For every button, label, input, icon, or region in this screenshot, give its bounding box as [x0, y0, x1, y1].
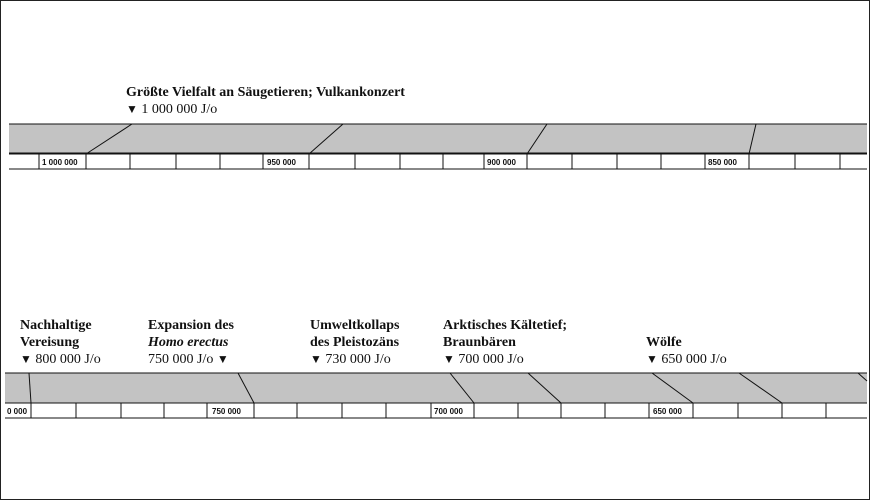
- event-title-line2: Homo erectus: [148, 335, 229, 350]
- event-title: Größte Vielfalt an Säugetieren; Vulkankonzert: [126, 85, 405, 100]
- tick-label: 1 000 000: [42, 158, 78, 167]
- triangle-down-icon: ▼: [310, 352, 322, 366]
- timeline-1: [9, 124, 867, 169]
- event-year: 730 000 J/o: [325, 352, 391, 367]
- event-year: 650 000 J/o: [661, 352, 727, 367]
- tick-label: 950 000: [267, 158, 296, 167]
- timeline-2: [5, 373, 867, 418]
- event-title-line1: Expansion des: [148, 318, 234, 333]
- event-title-line1: Arktisches Kältetief;: [443, 318, 568, 333]
- tick-label: 750 000: [212, 407, 241, 416]
- tick-label: 900 000: [487, 158, 516, 167]
- event-year: 750 000 J/o: [148, 352, 214, 367]
- triangle-down-icon: ▼: [216, 352, 229, 366]
- timeline-band: [9, 124, 867, 154]
- event-title-line1: Umweltkollaps: [310, 318, 400, 333]
- triangle-down-icon: ▼: [20, 352, 32, 366]
- event-title-line2: des Pleistozäns: [310, 335, 400, 350]
- timeline-band: [5, 373, 867, 403]
- tick-label: 700 000: [434, 407, 463, 416]
- event-title-line2: Vereisung: [20, 335, 80, 350]
- triangle-down-icon: ▼: [646, 352, 658, 366]
- tick-label: 850 000: [708, 158, 737, 167]
- event-title-line1: Nachhaltige: [20, 318, 92, 333]
- triangle-down-icon: ▼: [443, 352, 455, 366]
- event-year: 700 000 J/o: [458, 352, 524, 367]
- scale-strip: [9, 154, 867, 169]
- triangle-down-icon: ▼: [126, 102, 138, 116]
- tick-label: 0 000: [7, 407, 28, 416]
- event-title-line1: Wölfe: [646, 335, 682, 350]
- tick-label: 650 000: [653, 407, 682, 416]
- event-year: 800 000 J/o: [35, 352, 101, 367]
- event-year: 1 000 000 J/o: [141, 102, 218, 117]
- event-title-line2: Braunbären: [443, 335, 516, 350]
